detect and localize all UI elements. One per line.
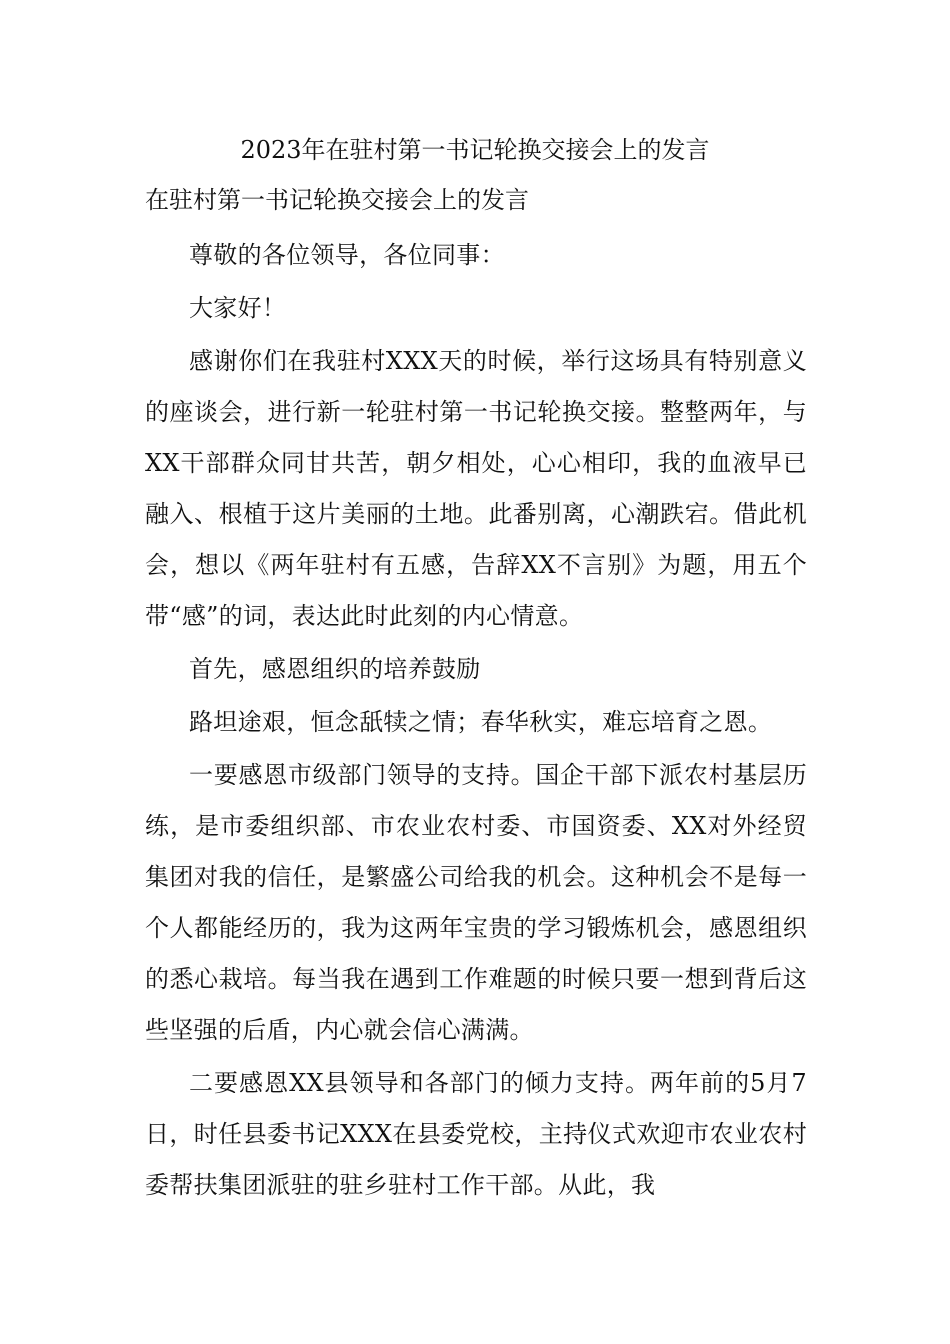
paragraph-salutation: 尊敬的各位领导，各位同事：: [189, 241, 505, 269]
paragraph-point-two: 二要感恩XX县领导和各部门的倾力支持。两年前的5月7日，时任县委书记XXX在县委党校，主持仪式欢迎市农业农村委帮扶集团派驻的驻乡驻村工作干部。从此，我: [145, 1069, 807, 1199]
document-subtitle: 在驻村第一书记轮换交接会上的发言: [145, 186, 529, 214]
paragraph-quote: 路坦途艰，恒念舐犊之情；春华秋实，难忘培育之恩。: [189, 708, 773, 736]
paragraph-intro: 感谢你们在我驻村XXX天的时候，举行这场具有特别意义的座谈会，进行新一轮驻村第一书记轮换交接。整整两年，与XX干部群众同甘共苦，朝夕相处，心心相印，我的血液早已融入、根植于这片美丽的土地。此番别离，心潮跌宕。借此机会，想以《两年驻村有五感，告辞XX不言别》为题，用五个带“感”的词，表达此时此刻的内心情意。: [145, 347, 807, 630]
paragraph-heading-first: 首先，感恩组织的培养鼓励: [189, 655, 481, 683]
paragraph-greeting: 大家好！: [189, 294, 287, 322]
document-body: [145, 230, 807, 1213]
paragraph-point-one: 一要感恩市级部门领导的支持。国企干部下派农村基层历练，是市委组织部、市农业农村委、市国资委、XX对外经贸集团对我的信任，是繁盛公司给我的机会。这种机会不是每一个人都能经历的，我为这两年宝贵的学习锻炼机会，感恩组织的悉心栽培。每当我在遇到工作难题的时候只要一想到背后这些坚强的后盾，内心就会信心满满。: [145, 761, 807, 1044]
document-title: 2023年在驻村第一书记轮换交接会上的发言: [240, 136, 710, 164]
